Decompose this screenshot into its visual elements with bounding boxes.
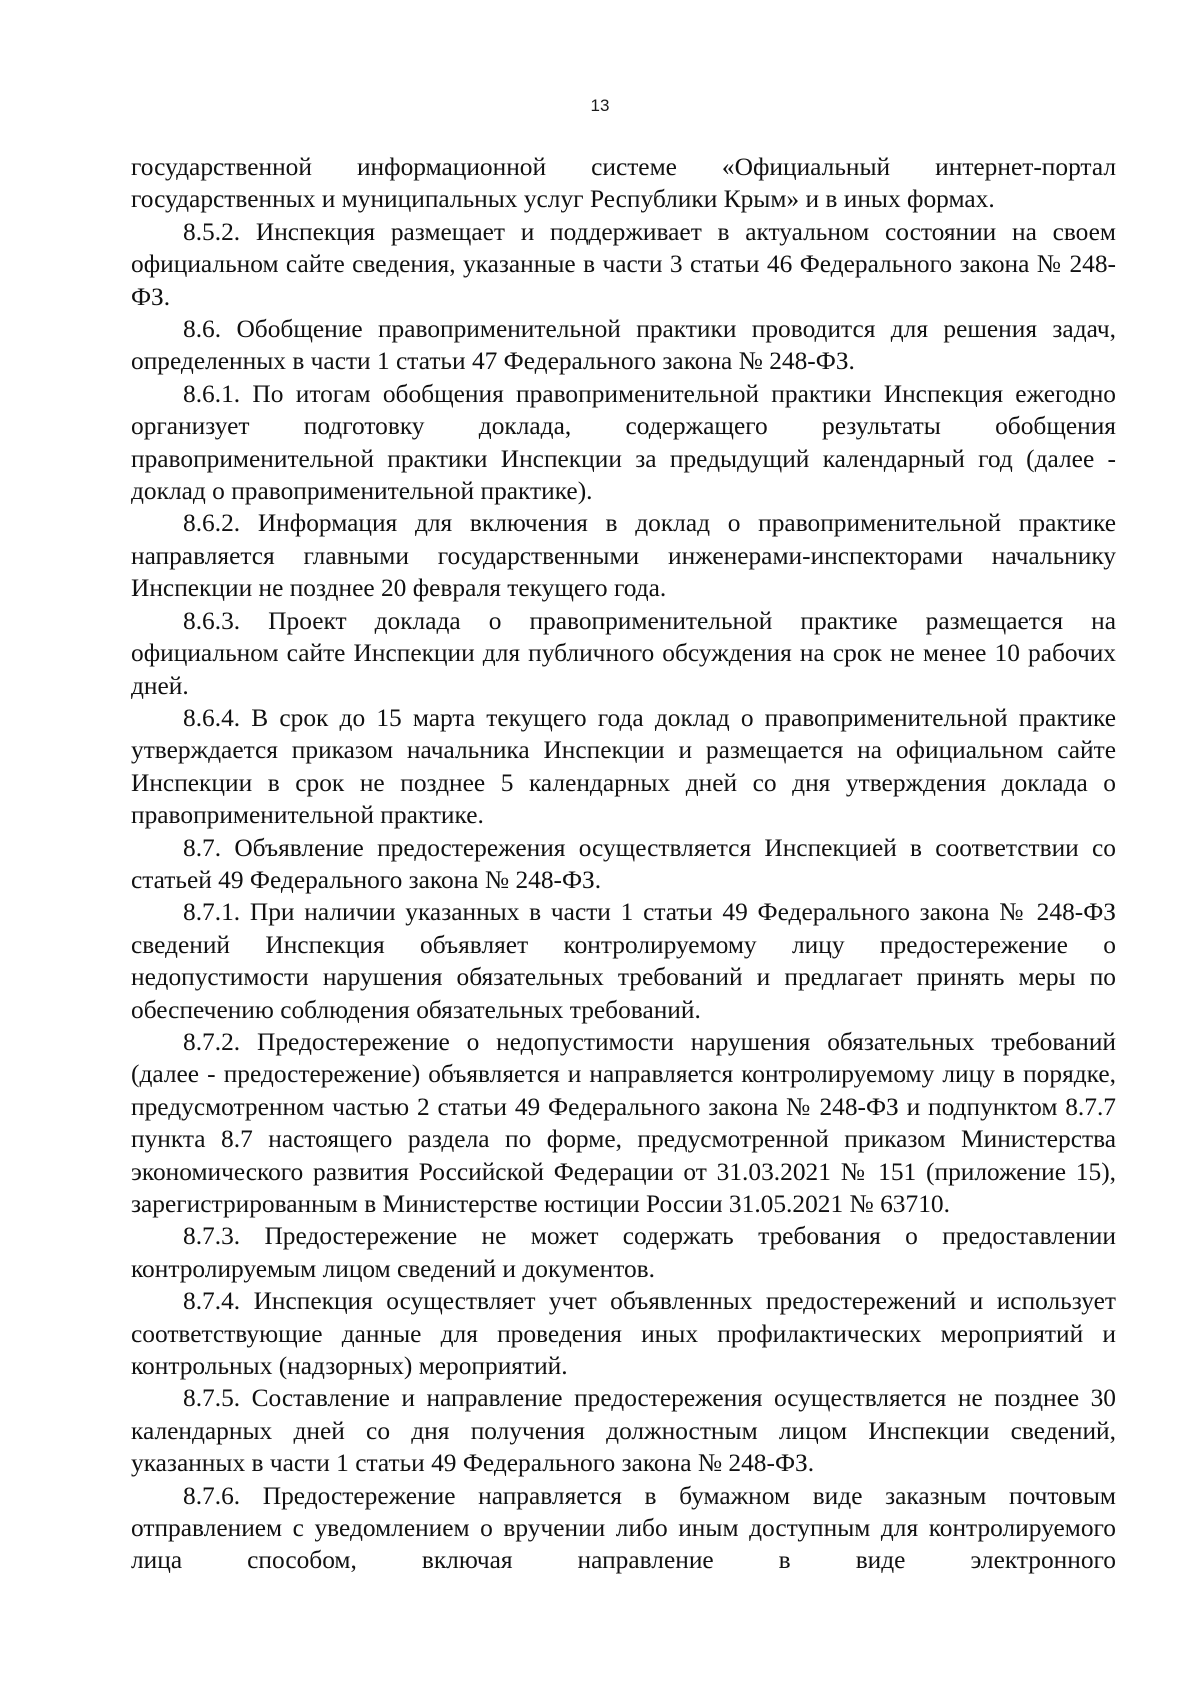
paragraph-8-7-1: 8.7.1. При наличии указанных в части 1 статьи 49 Федерального закона № 248-ФЗ сведений Инспекция объявляет контролируемому лицу предостережение о недопустимости нарушения обязательных требований и предлагает принять меры по обеспечению соблюдения обязательных требований. (131, 898, 1116, 1024)
paragraph-8-6-1: 8.6.1. По итогам обобщения правоприменительной практики Инспекция ежегодно организует подготовку доклада, содержащего результаты обобщения правоприменительной практики Инспекции за предыдущий календарный год (далее - доклад о правоприменительной практике). (131, 379, 1116, 506)
page-number: 13 (590, 96, 610, 115)
paragraph-8-6: 8.6. Обобщение правоприменительной практики проводится для решения задач, определенных в части 1 статьи 47 Федерального закона № 248-ФЗ. (131, 315, 1116, 376)
paragraph-8-6-4: 8.6.4. В срок до 15 марта текущего года доклад о правоприменительной практике утверждается приказом начальника Инспекции и размещается на официальном сайте Инспекции в срок не позднее 5 календарных дней со дня утверждения доклада о правоприменительной практике. (131, 703, 1116, 830)
paragraph-8-6-2: 8.6.2. Информация для включения в доклад о правоприменительной практике направляется главными государственными инженерами-инспекторами начальнику Инспекции не позднее 20 февраля текущего года. (131, 509, 1116, 603)
paragraph-8-6-3: 8.6.3. Проект доклада о правоприменительной практике размещается на официальном сайте Инспекции для публичного обсуждения на срок не менее 10 рабочих дней. (131, 606, 1116, 700)
paragraph-8-7: 8.7. Объявление предостережения осуществляется Инспекцией в соответствии со статьей 49 Федерального закона № 248-ФЗ. (131, 833, 1116, 894)
paragraph-8-7-2: 8.7.2. Предостережение о недопустимости нарушения обязательных требований (далее - предостережение) объявляется и направляется контролируемому лицу в порядке, предусмотренном частью 2 статьи 49 Федерального закона № 248-ФЗ и подпунктом 8.7.7 пункта 8.7 настоящего раздела по форме, предусмотренной приказом Министерства экономического развития Российской Федерации от 31.03.2021 № 151 (приложение 15), зарегистрированным в Министерстве юстиции России 31.05.2021 № 63710. (131, 1027, 1116, 1218)
paragraph-8-7-4: 8.7.4. Инспекция осуществляет учет объявленных предостережений и использует соответствующие данные для проведения иных профилактических мероприятий и контрольных (надзорных) мероприятий. (131, 1287, 1116, 1381)
paragraph-8-7-6: 8.7.6. Предостережение направляется в бумажном виде заказным почтовым отправлением с уведомлением о вручении либо иным доступным для контролируемого лица способом, включая направление в виде электронного (131, 1481, 1116, 1575)
paragraph-8-7-5: 8.7.5. Составление и направление предостережения осуществляется не позднее 30 календарных дней со дня получения должностным лицом Инспекции сведений, указанных в части 1 статьи 49 Федерального закона № 248-ФЗ. (131, 1384, 1116, 1478)
paragraph-continuation: государственной информационной системе «Официальный интернет-портал государственных и муниципальных услуг Республики Крым» и в иных формах. (131, 153, 1116, 214)
paragraph-8-5-2: 8.5.2. Инспекция размещает и поддерживает в актуальном состоянии на своем официальном сайте сведения, указанные в части 3 статьи 46 Федерального закона № 248-ФЗ. (131, 217, 1116, 311)
document-body (131, 151, 1116, 1577)
paragraph-8-7-3: 8.7.3. Предостережение не может содержать требования о предоставлении контролируемым лицом сведений и документов. (131, 1222, 1116, 1283)
